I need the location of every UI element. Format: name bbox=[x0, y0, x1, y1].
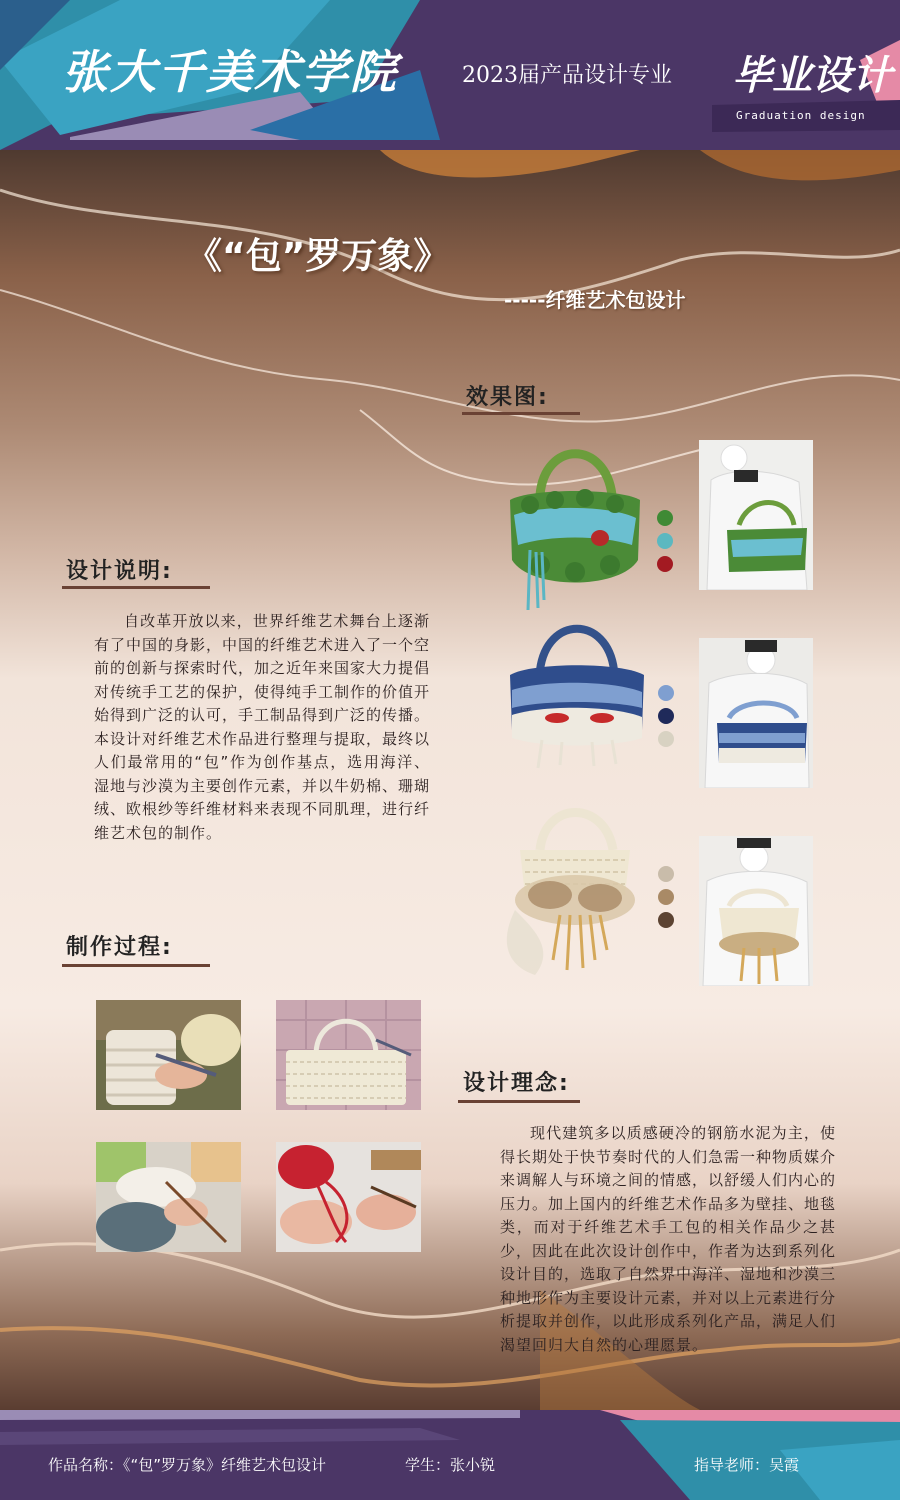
poster-subtitle: -----纤维艺术包设计 bbox=[504, 288, 686, 312]
bag-wetland-swatch-lightblue bbox=[658, 685, 674, 701]
model-wetland-photo bbox=[699, 638, 813, 788]
process-photo-3 bbox=[96, 1142, 241, 1252]
concept-heading: 设计理念: bbox=[463, 1071, 570, 1096]
process-photo-2 bbox=[276, 1000, 421, 1110]
process-heading: 制作过程: bbox=[66, 935, 173, 960]
footer-work-name: 作品名称：《“包”罗万象》纤维艺术包设计 bbox=[48, 1456, 327, 1474]
bag-wetland-image bbox=[502, 620, 652, 770]
process-photo-4 bbox=[276, 1142, 421, 1252]
poster-header bbox=[0, 0, 900, 150]
bag-wetland-swatch-cream bbox=[658, 731, 674, 747]
poster-footer bbox=[0, 1410, 900, 1500]
bag-desert-image bbox=[495, 800, 655, 980]
bag-ocean-swatch-green bbox=[657, 510, 673, 526]
graduation-subtitle: Graduation design bbox=[736, 109, 866, 122]
bag-desert-swatch-tan bbox=[658, 889, 674, 905]
footer-teacher: 指导老师：吴霞 bbox=[694, 1456, 800, 1474]
school-name: 张大千美术学院 bbox=[62, 45, 398, 99]
process-underline bbox=[62, 964, 210, 967]
design-desc-heading: 设计说明: bbox=[66, 559, 173, 584]
major-label: 2023届产品设计专业 bbox=[462, 63, 672, 88]
concept-text: 现代建筑多以质感硬冷的钢筋水泥为主，使得长期处于快节奏时代的人们急需一种物质媒介来调解人与环境之间的情感，以舒缓人们内心的压力。加上国内的纤维艺术作品多为壁挂、地毯类，而对于纤维艺术手工包的相关作品少之甚少，因此在此次设计创作中，作者为达到系列化设计目的，选取了自然界中海洋、湿地和沙漠三种地形作为主要设计元素，并对以上元素进行分析提取并创作，以此形成系列化产品，满足人们渴望回归大自然的心理愿景。 bbox=[500, 1124, 837, 1354]
bag-desert-swatch-brown bbox=[658, 912, 674, 928]
bag-ocean-image bbox=[500, 440, 650, 615]
design-desc-text: 自改革开放以来，世界纤维艺术舞台上逐渐有了中国的身影，中国的纤维艺术进入了一个空前的创新与探索时代，加之近年来国家大力提倡对传统手工艺的保护，使得纯手工制作的价值开始得到广泛的认可，手工制品得到广泛的传播。本设计对纤维艺术作品进行整理与提取，最终以人们最常用的“包”作为创作基点，选用海洋、湿地与沙漠为主要创作元素，并以牛奶棉、珊瑚绒、欧根纱等纤维材料来表现不同肌理，进行纤维艺术包的制作。 bbox=[94, 612, 431, 842]
design-desc-underline bbox=[62, 586, 210, 589]
bag-ocean-swatch-red bbox=[657, 556, 673, 572]
bag-ocean-swatch-blue bbox=[657, 533, 673, 549]
bag-wetland-swatch-navy bbox=[658, 708, 674, 724]
effect-heading: 效果图: bbox=[466, 385, 549, 410]
model-desert-photo bbox=[699, 836, 813, 986]
bag-desert-swatch-beige bbox=[658, 866, 674, 882]
concept-underline bbox=[458, 1100, 580, 1103]
poster-title: 《“包”罗万象》 bbox=[186, 236, 450, 277]
effect-underline bbox=[462, 412, 580, 415]
footer-student: 学生：张小锐 bbox=[405, 1456, 496, 1474]
model-ocean-photo bbox=[699, 440, 813, 590]
poster-main bbox=[0, 150, 900, 1410]
process-photo-1 bbox=[96, 1000, 241, 1110]
graduation-title: 毕业设计 bbox=[732, 52, 892, 99]
